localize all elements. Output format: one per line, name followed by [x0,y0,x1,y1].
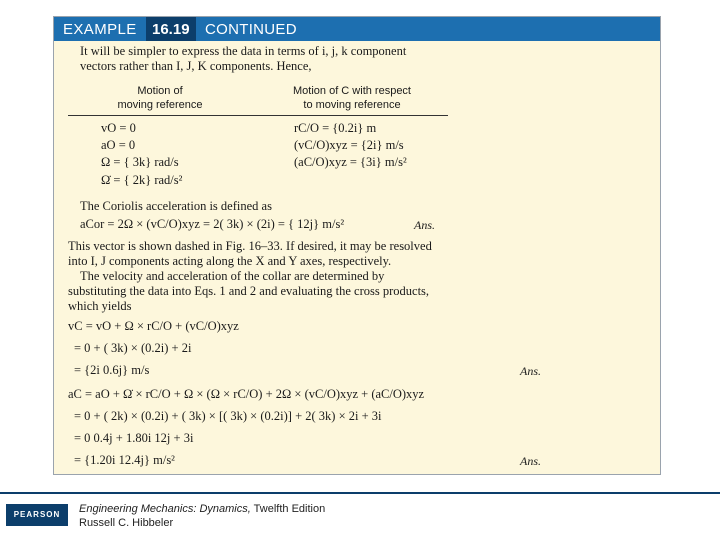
para1-line-2: into I, J components acting along the X and Y axes, respectively. [68,254,392,268]
velocity-line-2: = 0 + ( 3k) × (0.2i) + 2i [74,341,192,355]
intro-line-2: vectors rather than I, J, K components. Hence, [80,59,312,73]
example-label: EXAMPLE [63,21,137,38]
table-right-3: (aC/O)xyz = {3i} m/s² [294,155,407,169]
footer-rule [0,492,720,494]
para2-line-3: which yields [68,299,132,313]
velocity-line-3: = {2i 0.6j} m/s [74,363,150,377]
col1-head-2: moving reference [117,99,203,111]
book-author: Russell C. Hibbeler [79,517,174,529]
table-left-3: Ω = { 3k} rad/s [101,155,179,169]
slide-frame [53,16,661,475]
velocity-line-1: vC = vO + Ω × rC/O + (vC/O)xyz [68,319,239,333]
pearson-logo: PEARSON [6,504,68,526]
para2-line-2: substituting the data into Eqs. 1 and 2 and evaluating the cross products, [68,284,430,298]
example-header [54,17,660,41]
intro-line-1: It will be simpler to express the data in terms of i, j, k component [80,44,407,58]
table-left-1: vO = 0 [101,121,136,135]
accel-line-4: = {1.20i 12.4j} m/s² [74,453,175,467]
example-number: 16.19 [146,17,196,41]
table-right-1: rC/O = {0.2i} m [294,121,377,135]
book-citation [79,503,325,515]
para2-line-1: The velocity and acceleration of the collar are determined by [80,269,385,283]
accel-line-2: = 0 + ( 2k) × (0.2i) + ( 3k) × [( 3k) × (0.2i)] + 2( 3k) × 2i + 3i [74,409,382,423]
velocity-answer-label: Ans. [520,364,541,378]
accel-line-3: = 0 0.4j + 1.80i 12j + 3i [74,431,194,445]
accel-answer-label: Ans. [520,454,541,468]
continued-label: CONTINUED [205,21,297,38]
coriolis-intro: The Coriolis acceleration is defined as [80,199,272,213]
book-title: Engineering Mechanics: Dynamics, [79,503,251,515]
book-edition: Twelfth Edition [253,503,326,515]
coriolis-answer-label: Ans. [414,218,435,232]
table-right-2: (vC/O)xyz = {2i} m/s [294,138,404,152]
col1-head-1: Motion of [137,85,183,97]
table-left-4: Ω̇ = { 2k} rad/s² [101,173,183,187]
col2-head-2: to moving reference [303,99,401,111]
accel-line-1: aC = aO + Ω̇ × rC/O + Ω × (Ω × rC/O) + 2Ω × (vC/O)xyz + (aC/O)xyz [68,387,425,401]
table-divider [68,115,448,116]
table-left-2: aO = 0 [101,138,136,152]
col2-head-1: Motion of C with respect [293,85,411,97]
coriolis-equation: aCor = 2Ω × (vC/O)xyz = 2( 3k) × (2i) = { 12j} m/s² [80,217,345,231]
para1-line-1: This vector is shown dashed in Fig. 16–33. If desired, it may be resolved [68,239,432,253]
